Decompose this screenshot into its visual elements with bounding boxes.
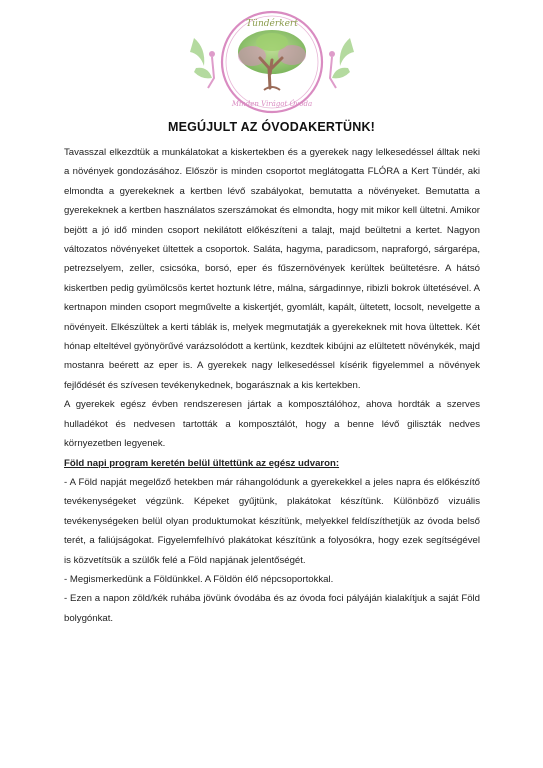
left-fairy-icon <box>190 38 215 88</box>
kindergarten-logo <box>186 8 358 116</box>
list-item: - Ezen a napon zöld/kék ruhába jövünk óvodába és az óvoda foci pályáján kialakítjuk a saját Föld bolygónkat. <box>64 593 480 624</box>
right-fairy-icon <box>329 38 354 88</box>
article-body <box>64 143 480 628</box>
paragraph: A gyerekek egész évben rendszeresen jártak a komposztálóhoz, ahova hordták a szerves hulladékot és nedvesen tartották a komposztálót, hogy a benne lévő giliszták nedves környezetben legyenek. <box>64 399 480 450</box>
logo-name: Tündérkert <box>246 19 298 29</box>
logo-motto: Minden Virágot Óvoda <box>231 100 313 108</box>
tree-icon <box>238 30 306 90</box>
list-item: - A Föld napját megelőző hetekben már ráhangolódunk a gyerekekkel a jeles napra és előkészítő tevékenységeket végzünk. Képeket gyűjtünk, plakátokat készítünk. Különböző vizuális tevékenységeken belül olyan produktumokat készítünk, melyekkel feldíszíthetjük az óvoda belső terét, a faliújságokat. Figyelemfelhívó plakátokat készítünk a folyosókra, hogy ezek segítségével is közvetítsük a szülők felé a Föld napjának jelentőségét. <box>64 476 480 566</box>
section-heading: Föld napi program keretén belül ültettünk az egész udvaron: <box>64 457 340 469</box>
page-title: MEGÚJULT AZ ÓVODAKERTÜNK! <box>167 120 376 134</box>
paragraph: Tavasszal elkezdtük a munkálatokat a kiskertekben és a gyerekek nagy lelkesedéssel álltak neki a növények gondozásához. Először is minden csoportot meglátogatta FLÓRA a Kert Tündér, aki elmondta a gyerekeknek a kertben lévő szabályokat, bemutatta a növényeket. Bemutatta a gyerekeknek a kertben használatos szerszámokat és elmondta, hogy mit mikor kell ültetni. Amikor bejött a jó idő minden csoport nekilátott előkészíteni a talajt, majd beültetni a kertet. Nagyon változatos növényeket ültettek a csoportok. Saláta, hagyma, paradicsom, napraforgó, sárgarépa, petrezselyem, zeller, csicsóka, borsó, eper és fűszernövények kerültek beültetésre. A hátsó kiskertben pedig gyümölcsös kertet hoztunk létre, málna, sárgadinnye, ribizli bokrok ültetésével. A kertnapon minden csoport megművelte a kiskertjét, gyomlált, kapált, ültetett, locsolt, nevelgette a növényeit. Elkészültek a kerti táblák is, melyek megmutatják a gyerekeknek mit hova ültettek. Két hónap elteltével gyönyörűvé varázsolódott a kertünk, kezdtek kibújni az elültetett növénykék, majd mostanra beérett az eper is. A gyerekek nagy lelkesedéssel kísérik figyelemmel a növények fejlődését és szívesen tevékenykednek, bogarásznak a kis kertekben. <box>64 147 480 391</box>
list-item: - Megismerkedünk a Földünkkel. A Földön élő népcsoportokkal. <box>64 573 334 585</box>
